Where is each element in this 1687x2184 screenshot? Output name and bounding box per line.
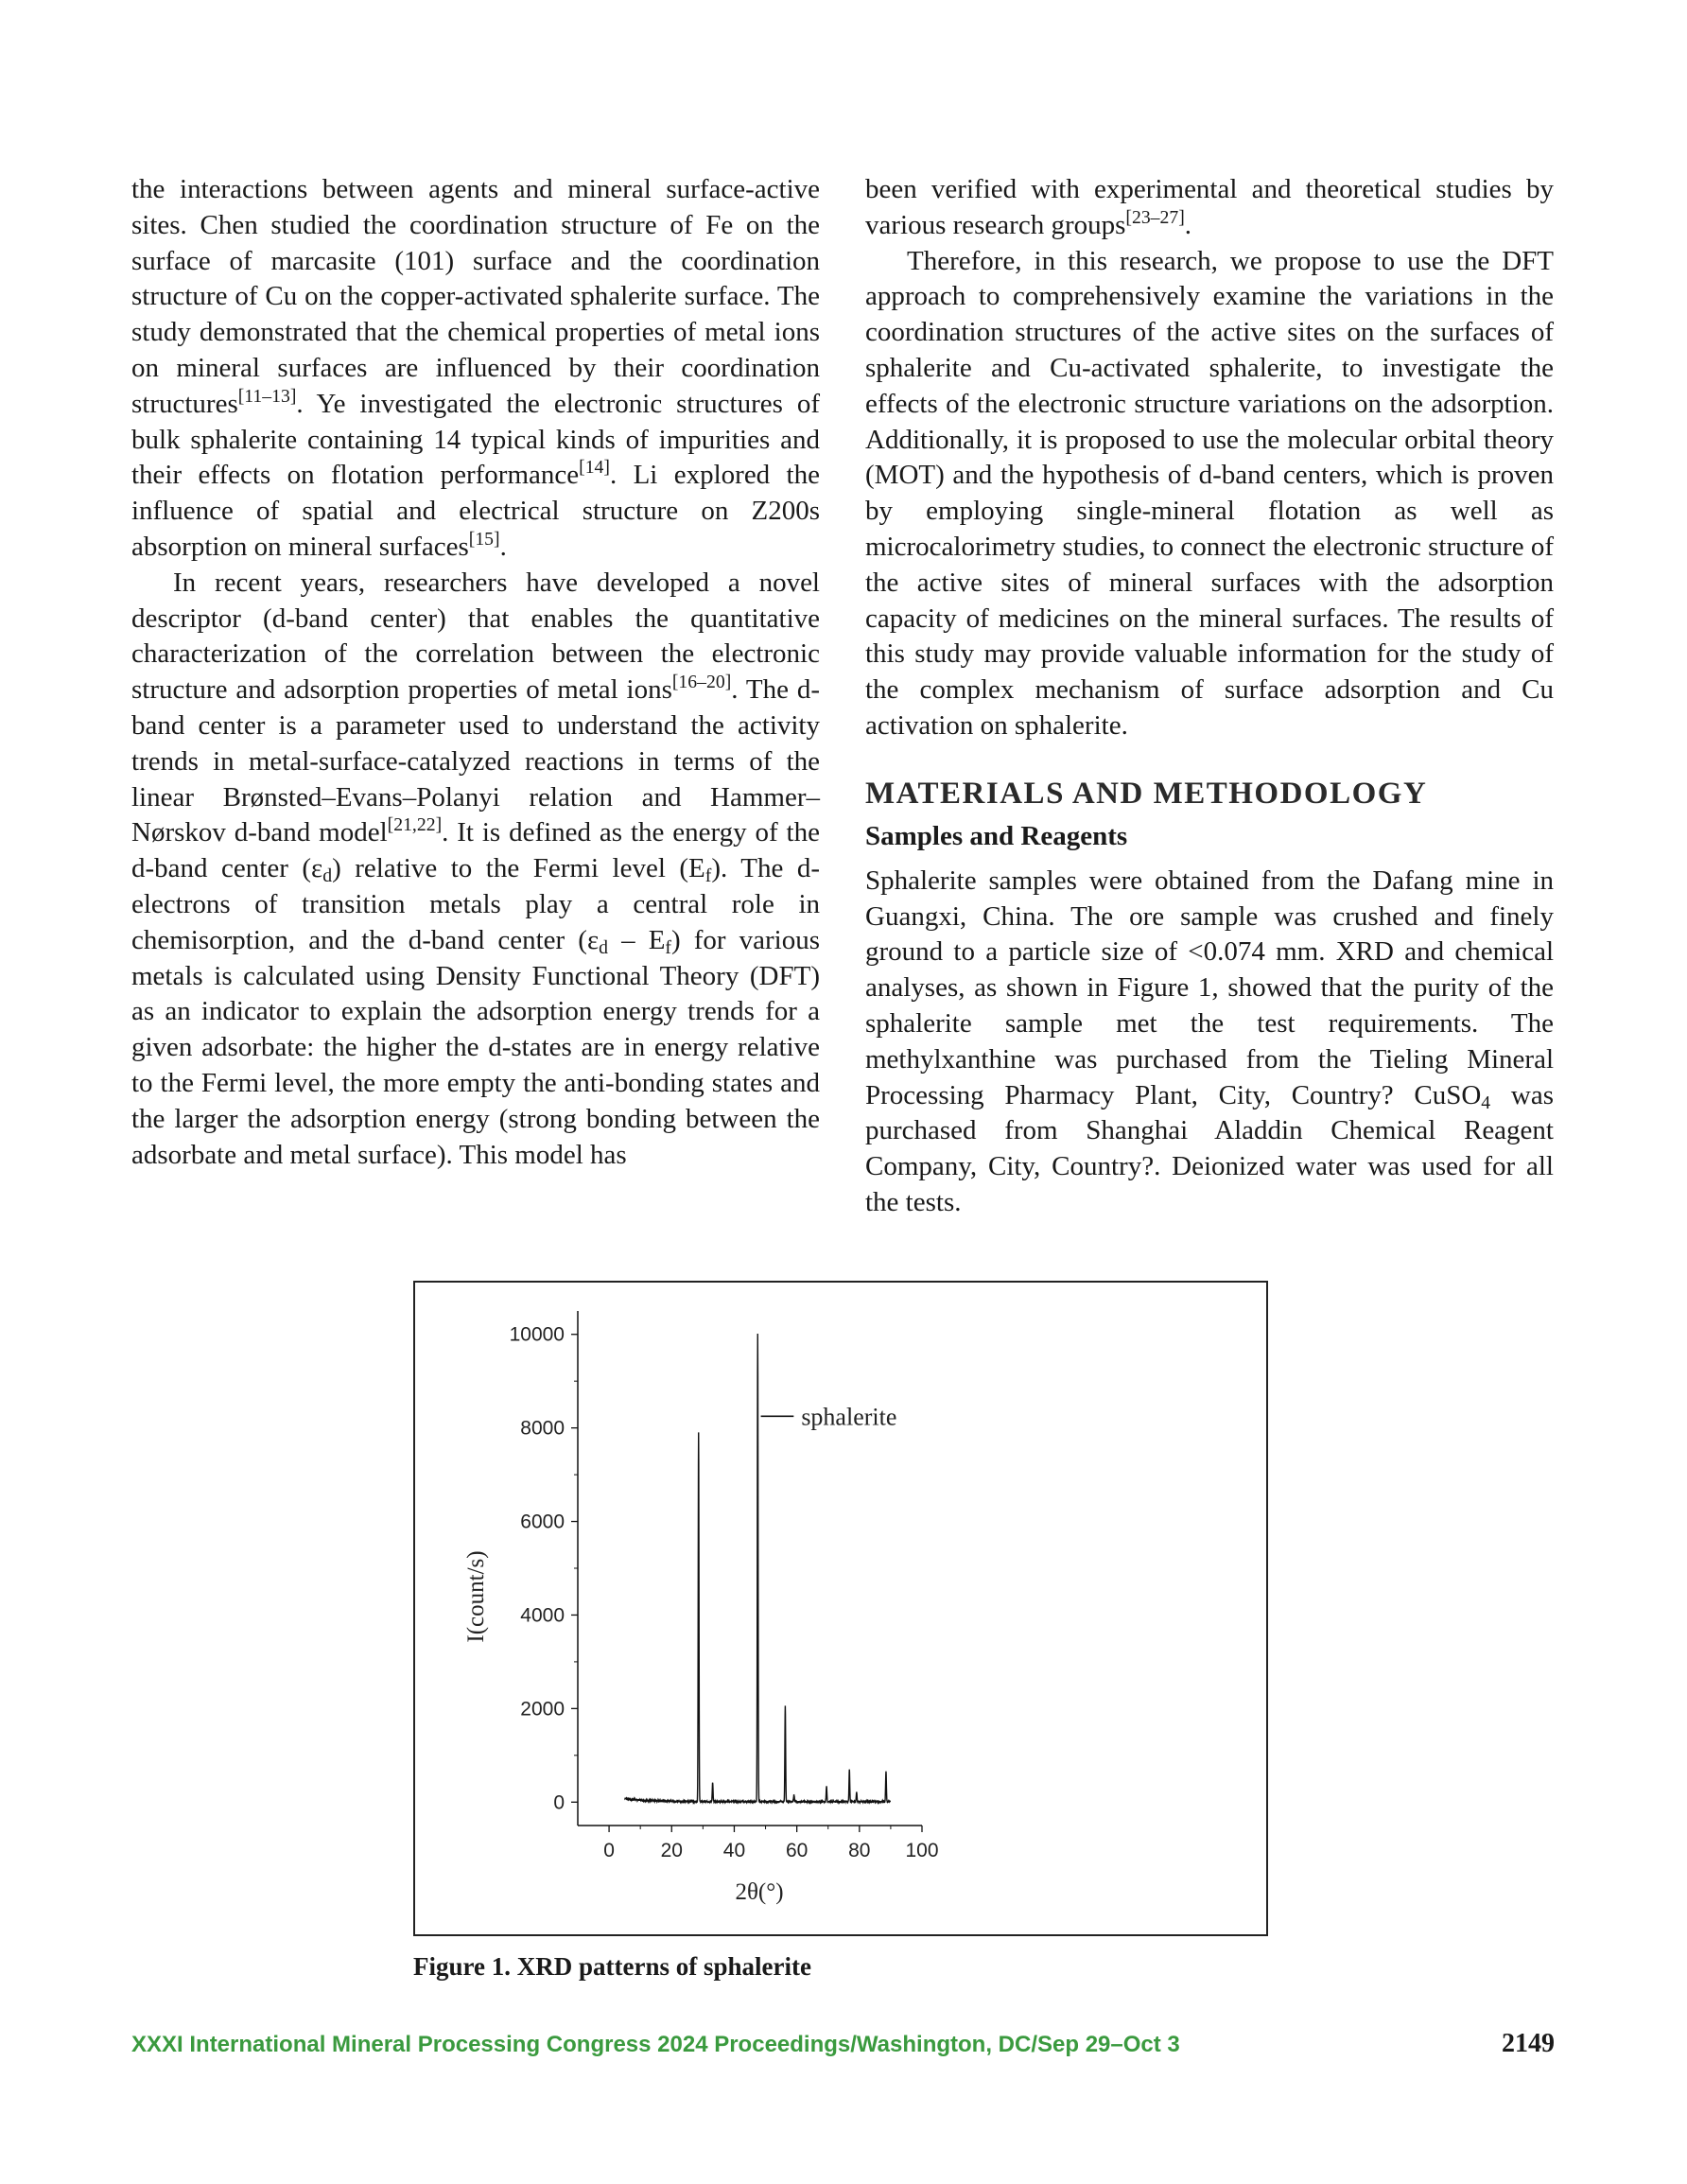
xrd-chart — [415, 1283, 1266, 1934]
paragraph-research-aim: Therefore, in this research, we propose to use the DFT approach to comprehensively examine the variations in the coordination structures of the active sites on the surfaces of sphalerite and Cu-activated sphalerite, to investigate the effects of the electronic structure variations on the adsorption. Additionally, it is proposed to use the molecular orbital theory (MOT) and the hypothesis of d-band centers, which is proven by employing single-mineral flotation as well as microcalorimetry studies, to connect the electronic structure of the active sites of mineral surfaces with the adsorption capacity of medicines on the mineral surfaces. The results of this study may provide valuable information for the study of the complex mechanism of surface adsorption and Cu activation on sphalerite. — [865, 245, 1554, 741]
y-tick-label: 10000 — [509, 1323, 565, 1346]
citation: [16–20] — [671, 672, 732, 693]
right-column — [865, 172, 1554, 1221]
paragraph-d-band: In recent years, researchers have developed a novel descriptor (d-band center) that enables the quantitative characterization of the correlation between the electronic structure and adsorption properties of metal ions[16–20]. The d-band center is a parameter used to understand the activity trends in metal-surface-catalyzed reactions in terms of the linear Brønsted–Evans–Polanyi relation and Hammer–Nørskov d-band model[21,22]. It is defined as the energy of the d-band center $(\varepsilon_d)$ relative to the Fermi level $(E_f)$. The d-electrons of transition metals play a central role in chemisorption, and the d-band center $(\varepsilon_d - E_f)$ for various metals is calculated using Density Functional Theory (DFT) as an indicator to explain the adsorption energy trends for a given adsorbate: the higher the d-states are in energy relative to the Fermi level, the more empty the anti-bonding states and the larger the adsorption energy (strong bonding between the adsorbate and metal surface). This model has — [131, 567, 820, 1170]
citation: [21,22] — [387, 814, 443, 836]
y-axis-label: I(count/s) — [463, 1550, 489, 1643]
paragraph-verified: been verified with experimental and theoretical studies by various research groups[23–27]. — [865, 174, 1554, 240]
x-tick-label: 100 — [905, 1840, 939, 1861]
x-tick-label: 0 — [603, 1840, 615, 1861]
paragraph-samples: Sphalerite samples were obtained from the Dafang mine in Guangxi, China. The ore sample was crushed and finely ground to a particle size of <0.074 mm. XRD and chemical analyses, as shown in Figure 1, showed that the purity of the sphalerite sample met the test requirements. The methylxanthine was purchased from the Tieling Mineral Processing Pharmacy Plant, City, Country? CuSO$_4$ was purchased from Shanghai Aladdin Chemical Reagent Company, City, Country?. Deionized water was used for all the tests. — [865, 865, 1554, 1217]
citation: [11–13] — [237, 385, 297, 407]
left-column — [131, 172, 820, 1173]
page-number: 2149 — [1502, 2029, 1555, 2058]
subsection-heading: Samples and Reagents — [865, 820, 1128, 851]
section-heading: MATERIALS AND METHODOLOGY — [865, 776, 1428, 811]
y-tick-label: 0 — [553, 1791, 565, 1814]
paragraph-coordination: the interactions between agents and mineral surface-active sites. Chen studied the coordination structure of Fe on the surface of marcasite (101) surface and the coordination structure of Cu on the copper-activated sphalerite surface. The study demonstrated that the chemical properties of metal ions on mineral surfaces are influenced by their coordination structures[11–13]. Ye investigated the electronic structures of bulk sphalerite containing 14 typical kinds of impurities and their effects on flotation performance[14]. Li explored the influence of spatial and electrical structure on Z200s absorption on mineral surfaces[15]. — [131, 174, 820, 562]
figure-caption: Figure 1. XRD patterns of sphalerite — [413, 1952, 811, 1981]
citation: [15] — [468, 529, 500, 550]
footer-conference: XXXI International Mineral Processing Congress 2024 Proceedings/Washington, DC/Sep 29–Oct 3 — [131, 2032, 1180, 2057]
y-tick-label: 4000 — [520, 1604, 565, 1627]
y-tick-label: 2000 — [520, 1698, 565, 1721]
xrd-figure — [413, 1281, 1268, 1936]
x-tick-label: 20 — [660, 1840, 683, 1861]
x-tick-label: 60 — [785, 1840, 809, 1861]
x-tick-label: 80 — [848, 1840, 871, 1861]
x-axis-label: 2θ(°) — [735, 1879, 784, 1905]
y-tick-label: 8000 — [520, 1417, 565, 1440]
y-tick-label: 6000 — [520, 1511, 565, 1533]
citation: [23–27] — [1125, 206, 1185, 228]
legend-label: sphalerite — [801, 1403, 897, 1431]
x-tick-label: 40 — [722, 1840, 746, 1861]
citation: [14] — [579, 457, 610, 479]
